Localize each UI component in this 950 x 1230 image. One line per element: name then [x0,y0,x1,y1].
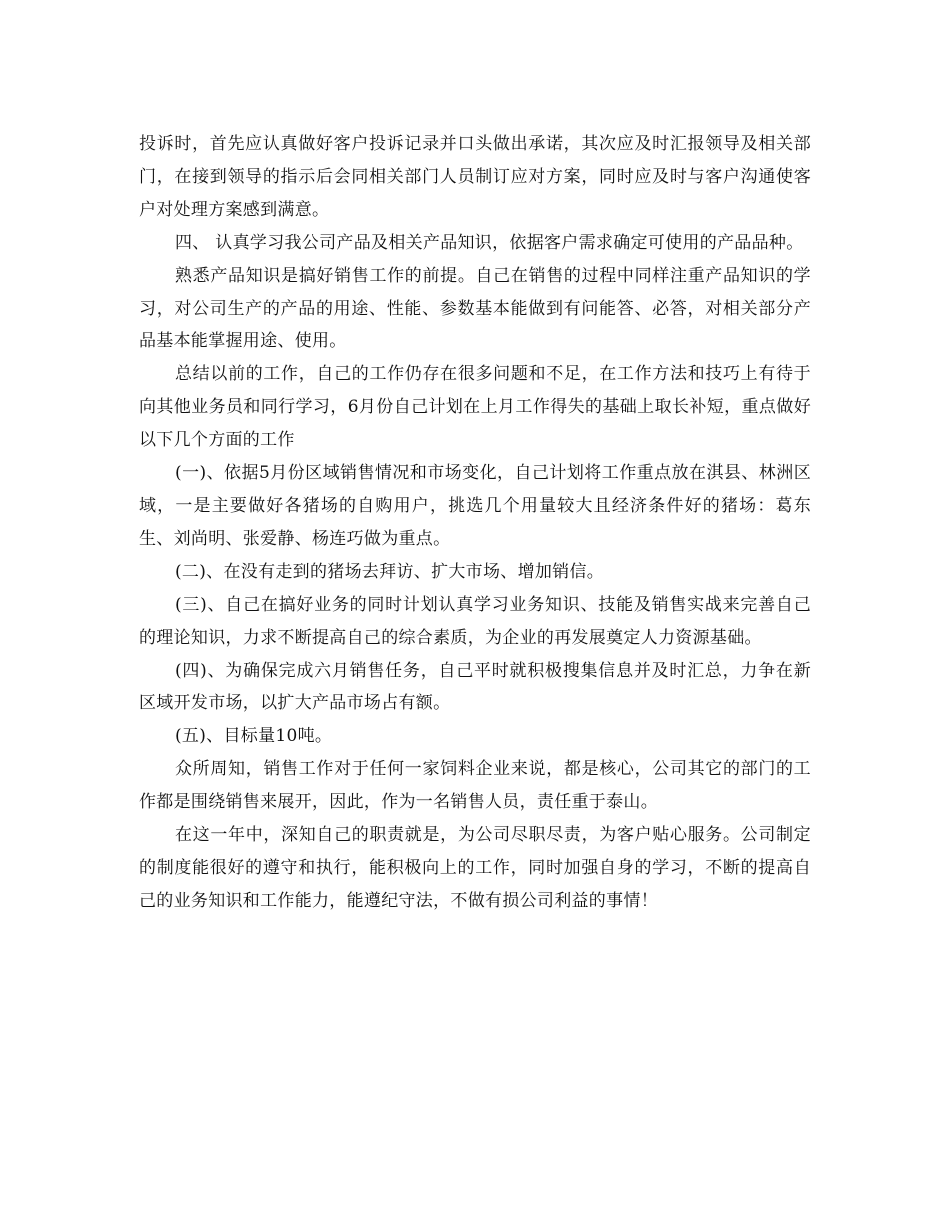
document-body [139,128,811,918]
paragraph-8: (四)、为确保完成六月销售任务，自己平时就积极搜集信息并及时汇总，力争在新区域开发市场，以扩大产品市场占有额。 [139,660,811,714]
paragraph-4: 总结以前的工作，自己的工作仍存在很多问题和不足，在工作方法和技巧上有待于向其他业务员和同行学习，6月份自己计划在上月工作得失的基础上取长补短，重点做好以下几个方面的工作 [139,364,811,451]
paragraph-2: 四、 认真学习我公司产品及相关产品知识，依据客户需求确定可使用的产品品种。 [175,232,804,253]
paragraph-1: 投诉时，首先应认真做好客户投诉记录并口头做出承诺，其次应及时汇报领导及相关部门，在接到领导的指示后会同相关部门人员制订应对方案，同时应及时与客户沟通使客户对处理方案感到满意。 [139,134,811,220]
paragraph-5: (一)、依据5月份区域销售情况和市场变化，自己计划将工作重点放在淇县、林洲区域，一是主要做好各猪场的自购用户，挑选几个用量较大且经济条件好的猪场：葛东生、刘尚明、张爱静、杨连巧做为重点。 [139,463,811,549]
paragraph-3: 熟悉产品知识是搞好销售工作的前提。自己在销售的过程中同样注重产品知识的学习，对公司生产的产品的用途、性能、参数基本能做到有问能答、必答，对相关部分产品基本能掌握用途、使用。 [139,265,811,352]
paragraph-7: (三)、自己在搞好业务的同时计划认真学习业务知识、技能及销售实战来完善自己的理论知识，力求不断提高自己的综合素质，为企业的再发展奠定人力资源基础。 [139,594,811,648]
paragraph-11: 在这一年中，深知自己的职责就是，为公司尽职尽责，为客户贴心服务。公司制定的制度能很好的遵守和执行，能积极向上的工作，同时加强自身的学习，不断的提高自己的业务知识和工作能力，能遵纪守法，不做有损公司利益的事情！ [139,825,811,911]
paragraph-6: (二)、在没有走到的猪场去拜访、扩大市场、增加销信。 [175,561,605,582]
paragraph-9: (五)、目标量10吨。 [175,726,333,747]
paragraph-10: 众所周知，销售工作对于任何一家饲料企业来说，都是核心，公司其它的部门的工作都是围绕销售来展开，因此，作为一名销售人员，责任重于泰山。 [139,759,811,813]
